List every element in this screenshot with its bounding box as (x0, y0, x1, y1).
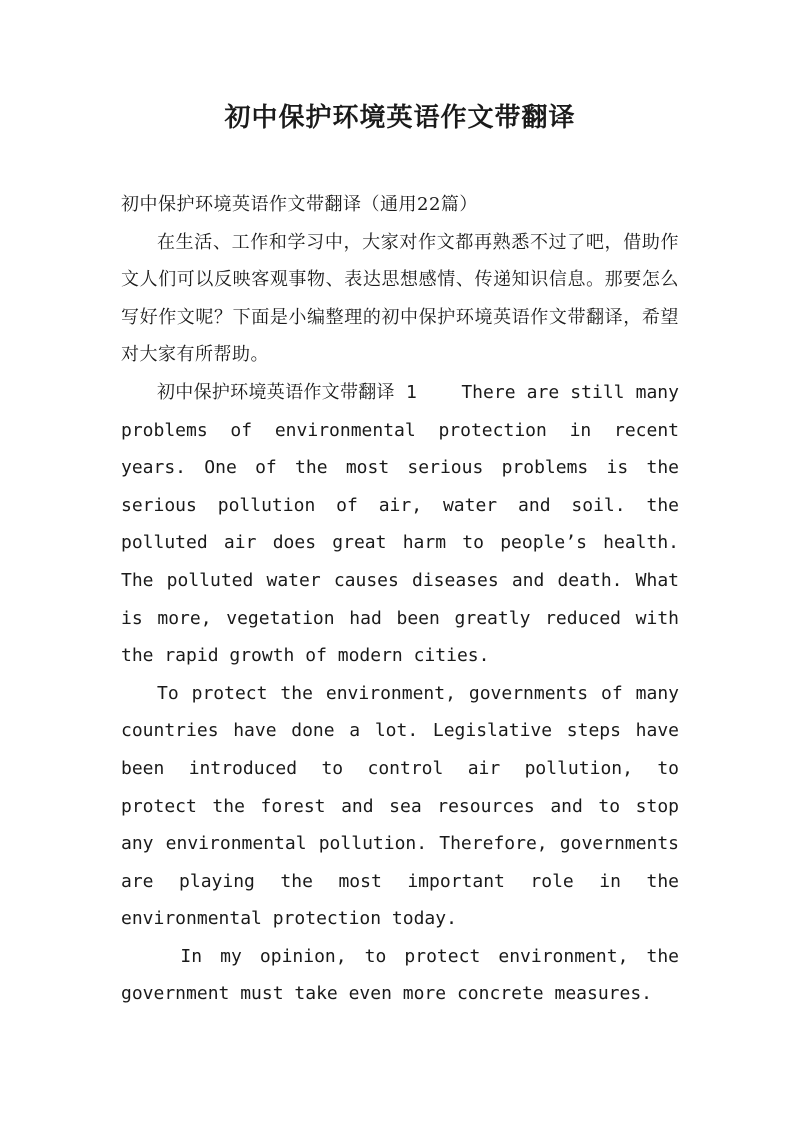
essay-1-paragraph-3: In my opinion, to protect environment, the government must take even more concrete measures. (121, 945, 679, 1005)
essay-1-paragraph-1 (121, 374, 679, 675)
document-title: 初中保护环境英语作文带翻译 (224, 103, 576, 133)
essay-1-heading: 初中保护环境英语作文带翻译 1 (157, 381, 417, 403)
document-subtitle: 初中保护环境英语作文带翻译（通用22篇） (121, 194, 478, 215)
intro-paragraph: 在生活、工作和学习中，大家对作文都再熟悉不过了吧，借助作文人们可以反映客观事物、表达思想感情、传递知识信息。那要怎么写好作文呢？下面是小编整理的初中保护环境英语作文带翻译，希望对大家有所帮助。 (121, 231, 679, 366)
essay-1-paragraph-1-text: There are still many problems of environmental protection in recent years. One of the most serious problems is the serious pollution of air, water and soil. the polluted air does great harm to people’s health. The polluted water causes diseases and death. What is more, vegetation had been greatly reduced with the rapid growth of modern cities. (121, 381, 679, 667)
essay-1-paragraph-2: To protect the environment, governments of many countries have done a lot. Legislative steps have been introduced to control air pollution, to protect the forest and sea resources and to stop any environmental pollution. Therefore, governments are playing the most important role in the environmental protection today. (121, 682, 679, 930)
document-body (121, 186, 679, 1013)
